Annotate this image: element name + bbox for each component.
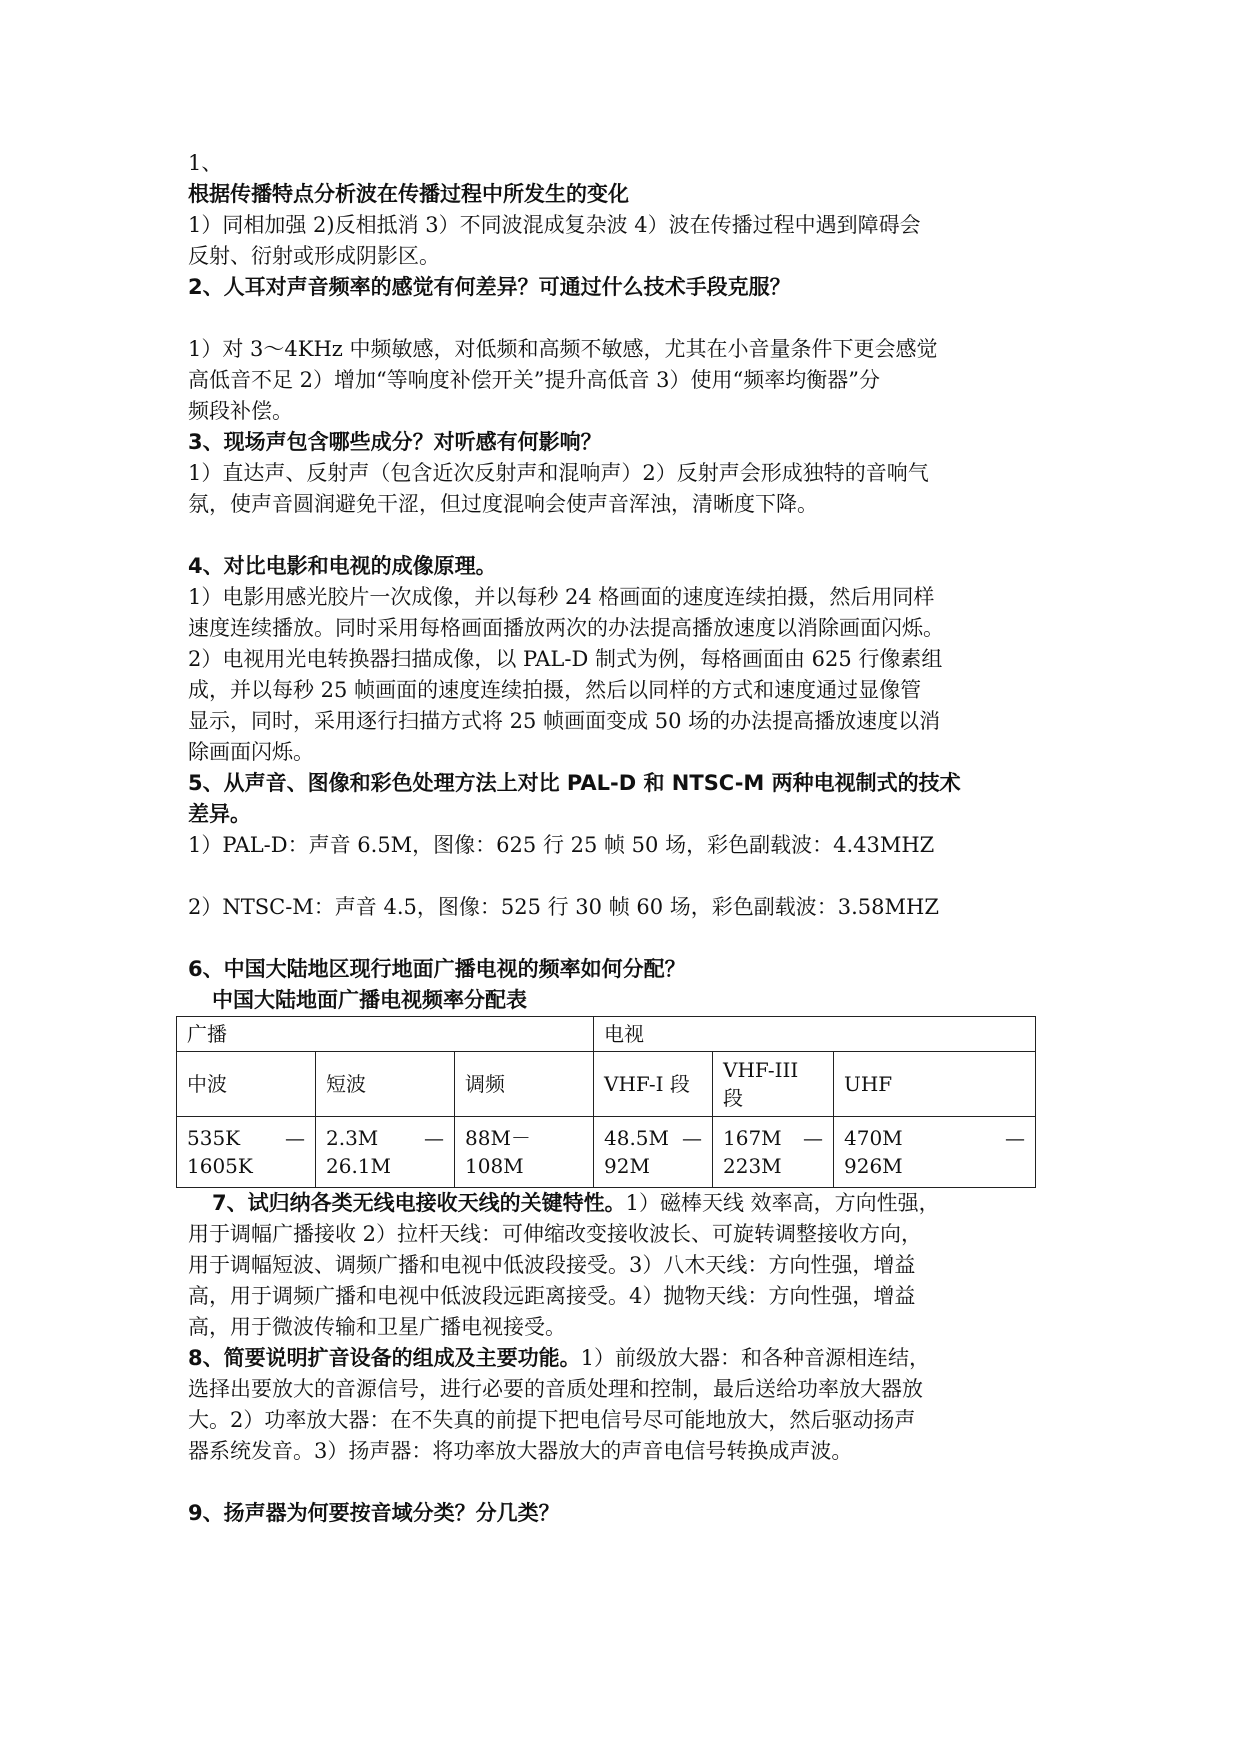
table-row (177, 1017, 1036, 1052)
q2-title: 2、人耳对声音频率的感觉有何差异？可通过什么技术手段克服？ (188, 275, 791, 299)
header-vhf1: VHF-I 段 (594, 1052, 713, 1117)
q8-title: 8、简要说明扩音设备的组成及主要功能。 (188, 1346, 581, 1370)
q8-answer-line: 大。2）功率放大器：在不失真的前提下把电信号尽可能地放大，然后驱动扬声 (188, 1408, 916, 1432)
q1-number: 1、 (188, 151, 223, 175)
q5-title: 5、从声音、图像和彩色处理方法上对比 PAL-D 和 NTSC-M 两种电视制式的技术 (188, 771, 961, 795)
q2-answer-line: 频段补偿。 (188, 399, 293, 423)
q7-paragraph (188, 1188, 1058, 1219)
q6-title: 6、中国大陆地区现行地面广播电视的频率如何分配？ (188, 957, 686, 981)
header-fm: 调频 (455, 1052, 594, 1117)
q7-answer-start: 1）磁棒天线 效率高，方向性强， (625, 1191, 940, 1215)
q7-answer-line: 高，用于微波传输和卫星广播电视接受。 (188, 1315, 566, 1339)
cell-vhf1 (594, 1117, 713, 1188)
q4-title: 4、对比电影和电视的成像原理。 (188, 554, 497, 578)
cell-short-wave (316, 1117, 455, 1188)
cell-value: 1605K (187, 1154, 253, 1178)
q7-answer-line: 用于调幅短波、调频广播和电视中低波段接受。3）八木天线：方向性强，增益 (188, 1253, 916, 1277)
q8-answer-line: 选择出要放大的音源信号，进行必要的音质处理和控制，最后送给功率放大器放 (188, 1377, 923, 1401)
q2-answer-line: 1）对 3～4KHz 中频敏感，对低频和高频不敏感，尤其在小音量条件下更会感觉 (188, 337, 938, 361)
table-row (177, 1052, 1036, 1117)
spacer (188, 861, 1058, 892)
cell-fm: 88M－108M (455, 1117, 594, 1188)
cell-value: 48.5M (604, 1126, 670, 1150)
q9-title: 9、扬声器为何要按音域分类？分几类？ (188, 1501, 560, 1525)
spacer (188, 303, 1058, 334)
frequency-table (176, 1016, 1036, 1188)
table-title: 中国大陆地面广播电视频率分配表 (212, 988, 527, 1012)
spacer (188, 520, 1058, 551)
q4-answer-line: 显示，同时，采用逐行扫描方式将 25 帧画面变成 50 场的办法提高播放速度以消 (188, 709, 941, 733)
q1-answer-line: 1）同相加强 2)反相抵消 3）不同波混成复杂波 4）波在传播过程中遇到障碍会 (188, 213, 921, 237)
cell-value: 92M (604, 1154, 650, 1178)
cell-value: 2.3M (326, 1126, 379, 1150)
q5-answer-ntsc: 2）NTSC-M：声音 4.5，图像：525 行 30 帧 60 场，彩色副载波：3.58MHZ (188, 895, 939, 919)
dash: — (803, 1126, 823, 1150)
q3-title: 3、现场声包含哪些成分？对听感有何影响？ (188, 430, 602, 454)
header-vhf3-line: 段 (723, 1086, 743, 1110)
q1-answer-line: 反射、衍射或形成阴影区。 (188, 244, 440, 268)
q8-answer-line: 器系统发音。3）扬声器：将功率放大器放大的声音电信号转换成声波。 (188, 1439, 853, 1463)
header-medium-wave: 中波 (177, 1052, 316, 1117)
cell-value: 470M (844, 1126, 903, 1150)
q3-answer-line: 氛，使声音圆润避免干涩，但过度混响会使声音浑浊，清晰度下降。 (188, 492, 818, 516)
q2-answer-line: 高低音不足 2）增加“等响度补偿开关”提升高低音 3）使用“频率均衡器”分 (188, 368, 881, 392)
cell-vhf3 (713, 1117, 834, 1188)
q8-paragraph (188, 1343, 1058, 1374)
q7-answer-line: 高，用于调频广播和电视中低波段远距离接受。4）抛物天线：方向性强，增益 (188, 1284, 916, 1308)
q4-answer-line: 成，并以每秒 25 帧画面的速度连续拍摄，然后以同样的方式和速度通过显像管 (188, 678, 922, 702)
q4-answer-line: 2）电视用光电转换器扫描成像，以 PAL-D 制式为例，每格画面由 625 行像素组 (188, 647, 943, 671)
q4-answer-line: 1）电影用感光胶片一次成像，并以每秒 24 格画面的速度连续拍摄，然后用同样 (188, 585, 935, 609)
cell-uhf (834, 1117, 1036, 1188)
spacer (188, 923, 1058, 954)
dash: — (1005, 1126, 1025, 1150)
group-broadcast: 广播 (177, 1017, 594, 1052)
cell-value: 26.1M (326, 1154, 392, 1178)
q4-answer-line: 除画面闪烁。 (188, 740, 314, 764)
q5-answer-pal: 1）PAL-D：声音 6.5M，图像：625 行 25 帧 50 场，彩色副载波：4.43MHZ (188, 833, 935, 857)
table-row (177, 1117, 1036, 1188)
spacer (188, 1467, 1058, 1498)
q7-title: 7、试归纳各类无线电接收天线的关键特性。 (212, 1191, 626, 1215)
group-television: 电视 (594, 1017, 1036, 1052)
header-vhf3 (713, 1052, 834, 1117)
q3-answer-line: 1）直达声、反射声（包含近次反射声和混响声）2）反射声会形成独特的音响气 (188, 461, 929, 485)
q8-answer-start: 1）前级放大器：和各种音源相连结， (580, 1346, 930, 1370)
document-page (188, 148, 1058, 1529)
dash: — (285, 1126, 305, 1150)
cell-value: 223M (723, 1154, 782, 1178)
cell-value: 167M (723, 1126, 782, 1150)
dash: — (424, 1126, 444, 1150)
cell-value: 926M (844, 1154, 903, 1178)
dash: — (682, 1126, 702, 1150)
cell-medium-wave (177, 1117, 316, 1188)
header-vhf3-line: VHF-III (723, 1058, 799, 1082)
header-uhf: UHF (834, 1052, 1036, 1117)
cell-value: 535K (187, 1126, 241, 1150)
q7-answer-line: 用于调幅广播接收 2）拉杆天线：可伸缩改变接收波长、可旋转调整接收方向， (188, 1222, 923, 1246)
q1-title: 根据传播特点分析波在传播过程中所发生的变化 (188, 182, 629, 206)
header-short-wave: 短波 (316, 1052, 455, 1117)
q4-answer-line: 速度连续播放。同时采用每格画面播放两次的办法提高播放速度以消除画面闪烁。 (188, 616, 944, 640)
q5-title: 差异。 (188, 802, 251, 826)
